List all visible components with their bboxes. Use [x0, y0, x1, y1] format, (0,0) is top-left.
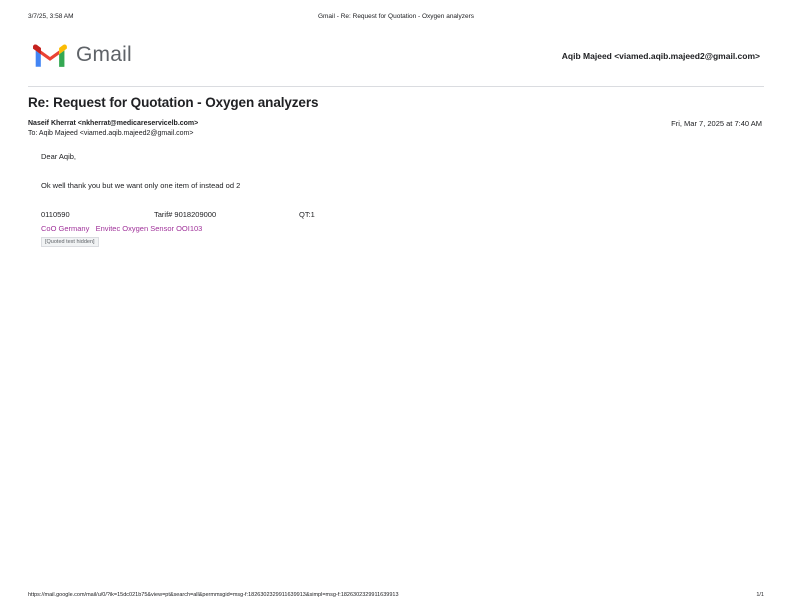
source-url: https://mail.google.com/mail/u/0/?ik=15dc021b75&view=pt&search=all&permmsgid=msg-f:1826302329911639913&simpl=msg-f:1826302329911639913: [28, 592, 399, 598]
gmail-brand: [33, 42, 132, 68]
print-document-title: Gmail - Re: Request for Quotation - Oxygen analyzers: [317, 13, 475, 20]
print-header: [0, 13, 792, 25]
item-origin: CoO Germany: [41, 224, 90, 233]
message-header: [28, 119, 764, 141]
item-line: [41, 209, 751, 221]
item-description: [41, 223, 751, 234]
recipient-line: To: Aqib Majeed <viamed.aqib.majeed2@gmail.com>: [28, 130, 194, 137]
greeting-text: Dear Aqib,: [41, 152, 77, 161]
brand-row: [28, 42, 764, 76]
print-timestamp: 3/7/25, 3:58 AM: [28, 13, 74, 20]
email-subject: Re: Request for Quotation - Oxygen analyzers: [28, 95, 319, 110]
quoted-text-toggle[interactable]: [Quoted text hidden]: [41, 237, 99, 247]
page-number: 1/1: [756, 592, 764, 598]
item-code: 0110590: [41, 210, 70, 219]
item-quantity: QT:1: [299, 210, 315, 219]
account-identity: Aqib Majeed <viamed.aqib.majeed2@gmail.com>: [561, 51, 760, 61]
message-paragraph: Ok well thank you but we want only one item of instead od 2: [41, 181, 241, 190]
print-footer: [0, 592, 792, 602]
sender-line: Naseif Kherrat <nkherrat@medicareservicelb.com>: [28, 120, 199, 127]
item-product: Envitec Oxygen Sensor OOI103: [95, 224, 203, 233]
message-date: Fri, Mar 7, 2025 at 7:40 AM: [671, 119, 762, 128]
gmail-m-icon: [33, 42, 67, 68]
item-tariff: Tarif# 9018209000: [154, 210, 217, 219]
gmail-wordmark: Gmail: [76, 43, 132, 66]
message-body: [41, 151, 751, 247]
subject-section: [28, 86, 764, 110]
